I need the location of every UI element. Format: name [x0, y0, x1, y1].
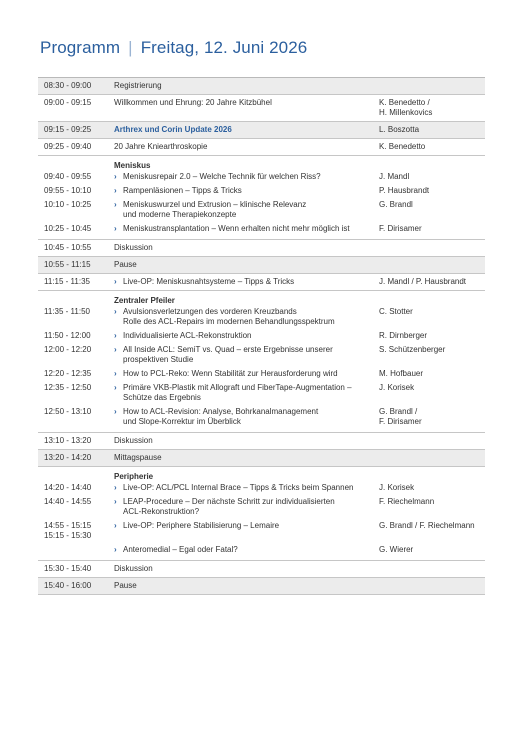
- session-item: [38, 171, 485, 185]
- item-speaker: F. Riechelmann: [379, 497, 435, 506]
- item-time: 09:55 - 10:10: [44, 186, 92, 195]
- item-time: 12:20 - 12:35: [44, 369, 92, 378]
- item-speaker: G. Brandl / F. Riechelmann: [379, 521, 475, 530]
- chevron-right-icon: ›: [114, 383, 117, 392]
- item-title-text: How to PCL-Reko: Wenn Stabilität zur Herausforderung wird: [123, 369, 338, 378]
- item-speaker: P. Hausbrandt: [379, 186, 430, 195]
- item-title: [112, 483, 377, 493]
- chevron-right-icon: ›: [114, 369, 117, 378]
- row-speaker: [377, 433, 485, 449]
- item-title-text: Live-OP: Periphere Stabilisierung – Lemaire: [123, 521, 280, 530]
- item-title: [112, 172, 377, 182]
- row-title: Registrierung: [114, 81, 162, 90]
- item-title: [112, 497, 377, 517]
- session-item: [38, 199, 485, 223]
- item-time: 10:10 - 10:25: [44, 200, 92, 209]
- row-time: 13:20 - 14:20: [44, 453, 92, 462]
- row-title: Mittagspause: [114, 453, 162, 462]
- session-item: [38, 482, 485, 496]
- row-title: Willkommen und Ehrung: 20 Jahre Kitzbühel: [114, 98, 272, 107]
- chevron-right-icon: ›: [114, 497, 117, 506]
- item-speaker: S. Schützenberger: [379, 345, 446, 354]
- item-title: [112, 383, 377, 403]
- page-title: [40, 38, 307, 58]
- row-speaker: [377, 561, 485, 577]
- item-title-text: Avulsionsverletzungen des vorderen Kreuzbands Rolle des ACL-Repairs im modernen Behandlungsspektrum: [123, 307, 335, 326]
- row-time: 15:30 - 15:40: [44, 564, 92, 573]
- schedule-row: [38, 78, 485, 95]
- chevron-right-icon: ›: [114, 200, 117, 209]
- schedule-row: [38, 95, 485, 122]
- row-speaker: L. Boszotta: [379, 125, 420, 134]
- session-item: [38, 344, 485, 368]
- item-title: [112, 545, 377, 555]
- row-title: [112, 274, 377, 290]
- chevron-right-icon: ›: [114, 172, 117, 181]
- title-program: Programm: [40, 38, 121, 57]
- row-time: 10:45 - 10:55: [44, 243, 92, 252]
- schedule-row: [38, 122, 485, 139]
- item-time: 14:40 - 14:55: [44, 497, 92, 506]
- chevron-right-icon: ›: [114, 345, 117, 354]
- row-time: 09:00 - 09:15: [44, 98, 92, 107]
- row-speaker: K. Benedetto: [379, 142, 426, 151]
- item-title: [112, 407, 377, 427]
- chevron-right-icon: ›: [114, 521, 117, 530]
- item-speaker: J. Korisek: [379, 383, 415, 392]
- session-item: [38, 496, 485, 520]
- row-title: Arthrex und Corin Update 2026: [114, 125, 232, 134]
- chevron-right-icon: ›: [114, 186, 117, 195]
- row-speaker: [377, 257, 485, 273]
- row-title: Pause: [114, 260, 137, 269]
- item-title-text: Individualisierte ACL-Rekonstruktion: [123, 331, 252, 340]
- item-speaker: R. Dirnberger: [379, 331, 428, 340]
- row-speaker: [377, 78, 485, 94]
- section-heading: Peripherie: [114, 472, 154, 481]
- row-title: Diskussion: [114, 243, 153, 252]
- title-date: Freitag, 12. Juni 2026: [140, 38, 308, 57]
- chevron-right-icon: ›: [114, 277, 117, 286]
- row-time: 15:40 - 16:00: [44, 581, 92, 590]
- session-item: [38, 306, 485, 330]
- schedule-row: [38, 257, 485, 274]
- session-item: [38, 368, 485, 382]
- item-title-text: Anteromedial – Egal oder Fatal?: [123, 545, 238, 554]
- row-speaker: [377, 240, 485, 256]
- row-title: 20 Jahre Kniearthroskopie: [114, 142, 208, 151]
- item-speaker: J. Korisek: [379, 483, 415, 492]
- item-title-text: LEAP-Procedure – Der nächste Schritt zur individualisierten ACL-Rekonstruktion?: [123, 497, 335, 516]
- item-title: [112, 186, 377, 196]
- row-speaker: [377, 450, 485, 466]
- session-item: [38, 185, 485, 199]
- section-meniskus: [38, 156, 485, 240]
- section-heading: Zentraler Pfeiler: [114, 296, 175, 305]
- item-title: [112, 200, 377, 220]
- chevron-right-icon: ›: [114, 331, 117, 340]
- item-title: [112, 307, 377, 327]
- item-title-text: Live-OP: ACL/PCL Internal Brace – Tipps & Tricks beim Spannen: [123, 483, 354, 492]
- item-title: [112, 521, 377, 541]
- row-time: 13:10 - 13:20: [44, 436, 92, 445]
- item-title: [112, 345, 377, 365]
- chevron-right-icon: ›: [114, 483, 117, 492]
- item-title-text: Rampenläsionen – Tipps & Tricks: [123, 186, 242, 195]
- item-time: 14:20 - 14:40: [44, 483, 92, 492]
- schedule-row: [38, 450, 485, 467]
- item-speaker: C. Stotter: [379, 307, 413, 316]
- item-title-text: Meniskustransplantation – Wenn erhalten nicht mehr möglich ist: [123, 224, 350, 233]
- item-title: [112, 331, 377, 341]
- row-title: Pause: [114, 581, 137, 590]
- item-time: 12:50 - 13:10: [44, 407, 92, 416]
- row-speaker: J. Mandl / P. Hausbrandt: [379, 277, 467, 286]
- schedule-row: [38, 561, 485, 578]
- item-title: [112, 224, 377, 234]
- item-title-text: Primäre VKB-Plastik mit Allograft und FiberTape-Augmentation – Schütze das Ergebnis: [123, 383, 352, 402]
- row-time: 08:30 - 09:00: [44, 81, 92, 90]
- session-item: [38, 330, 485, 344]
- session-item: [38, 544, 485, 558]
- row-time: 09:15 - 09:25: [44, 125, 92, 134]
- section-peripherie: [38, 467, 485, 561]
- item-title-text: Live-OP: Meniskusnahtsysteme – Tipps & Tricks: [123, 277, 295, 286]
- schedule-table: [38, 77, 485, 595]
- schedule-row: [38, 240, 485, 257]
- item-time: 10:25 - 10:45: [44, 224, 92, 233]
- item-title-text: Meniskuswurzel und Extrusion – klinische Relevanz und moderne Therapiekonzepte: [123, 200, 307, 219]
- row-time: 11:15 - 11:35: [44, 277, 90, 286]
- item-time: [38, 545, 112, 555]
- row-time: 09:25 - 09:40: [44, 142, 92, 151]
- schedule-row: [38, 578, 485, 595]
- chevron-right-icon: ›: [114, 545, 117, 554]
- session-item: [38, 223, 485, 237]
- item-time: 14:55 - 15:15 15:15 - 15:30: [44, 521, 92, 540]
- schedule-row: [38, 139, 485, 156]
- item-title-text: All Inside ACL: SemiT vs. Quad – erste Ergebnisse unserer prospektiven Studie: [123, 345, 333, 364]
- item-time: 11:35 - 11:50: [44, 307, 90, 316]
- session-item: [38, 406, 485, 430]
- row-speaker: K. Benedetto / H. Millenkovics: [379, 98, 433, 117]
- schedule-row: [38, 433, 485, 450]
- row-speaker: [377, 578, 485, 594]
- row-title: Diskussion: [114, 564, 153, 573]
- section-heading: Meniskus: [114, 161, 151, 170]
- section-zentraler-pfeiler: [38, 291, 485, 433]
- session-item: [38, 520, 485, 544]
- item-speaker: J. Mandl: [379, 172, 410, 181]
- session-item: [38, 382, 485, 406]
- item-time: 12:00 - 12:20: [44, 345, 92, 354]
- item-time: 11:50 - 12:00: [44, 331, 91, 340]
- item-title: [112, 369, 377, 379]
- row-time: 10:55 - 11:15: [44, 260, 91, 269]
- item-title-text: Meniskusrepair 2.0 – Welche Technik für welchen Riss?: [123, 172, 321, 181]
- title-separator: |: [128, 38, 133, 57]
- item-speaker: G. Wierer: [379, 545, 414, 554]
- item-time: 09:40 - 09:55: [44, 172, 92, 181]
- item-speaker: F. Dirisamer: [379, 224, 422, 233]
- chevron-right-icon: ›: [114, 307, 117, 316]
- item-speaker: M. Hofbauer: [379, 369, 424, 378]
- row-title: Diskussion: [114, 436, 153, 445]
- chevron-right-icon: ›: [114, 224, 117, 233]
- item-title-text: How to ACL-Revision: Analyse, Bohrkanalmanagement und Slope-Korrektur im Überblick: [123, 407, 319, 426]
- schedule-row: [38, 274, 485, 291]
- item-time: 12:35 - 12:50: [44, 383, 92, 392]
- chevron-right-icon: ›: [114, 407, 117, 416]
- item-speaker: G. Brandl / F. Dirisamer: [379, 407, 422, 426]
- item-speaker: G. Brandl: [379, 200, 413, 209]
